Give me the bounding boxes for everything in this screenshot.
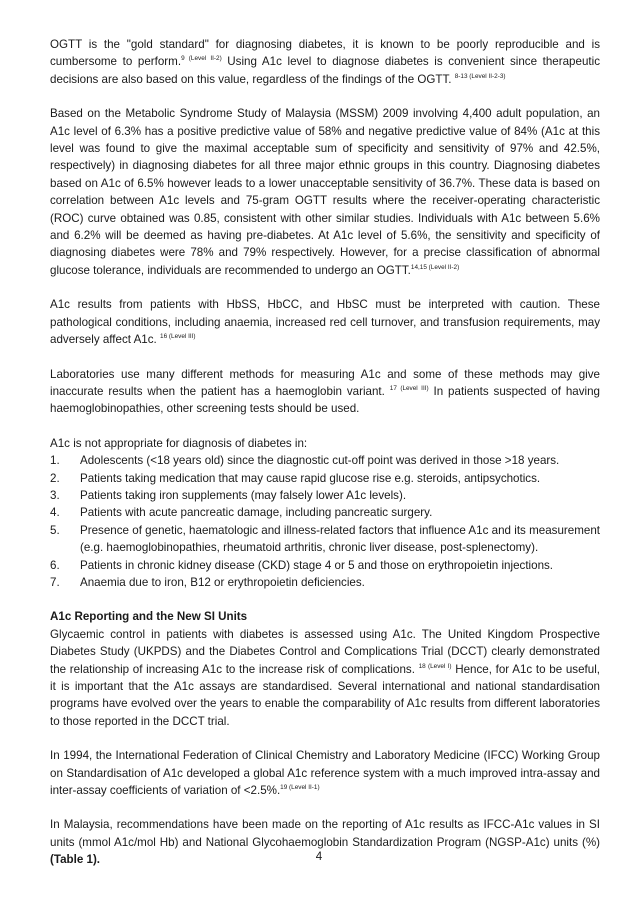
list-text: Patients taking iron supplements (may falsely lower A1c levels).	[80, 488, 407, 502]
text: Laboratories use many different methods for measuring A1c and some of these methods may give inaccurate results when the patient has a haemoglobin variant.	[50, 367, 600, 398]
paragraph-ogtt	[50, 36, 600, 88]
list-number: 7.	[50, 575, 60, 589]
paragraph-mssm	[50, 105, 600, 279]
citation-superscript: 16 (Level III)	[160, 333, 196, 341]
text: Hence, for A1c to be useful, it is important that the A1c assays are standardised. Several international and national standardisation programs have evolved over the years to enable the comparability of A1c results from different laboratories to those reported in the DCCT trial.	[50, 662, 600, 728]
paragraph-glycaemic-control	[50, 626, 600, 730]
paragraph-laboratories	[50, 366, 600, 418]
list-number: 3.	[50, 488, 60, 502]
list-number: 2.	[50, 471, 60, 485]
citation-superscript: 18 (Level I)	[418, 662, 452, 670]
list-text: Patients taking medication that may cause rapid glucose rise e.g. steroids, antipsychotics.	[80, 471, 541, 485]
text: A1c results from patients with HbSS, HbCC, and HbSC must be interpreted with caution. These pathological conditions, including anaemia, increased red cell turnover, and transfusion requirements, may adversely affect A1c.	[50, 298, 600, 347]
list-number: 4.	[50, 506, 60, 520]
text: Glycaemic control in patients with diabetes is assessed using A1c. The United Kingdom Prospective Diabetes Study (UKPDS) and the Diabetes Control and Complications Trial (DCCT) clearly demonstrated the relationship of increasing A1c to the increase risk of complications.	[50, 627, 600, 676]
paragraph-hbss	[50, 296, 600, 348]
list-intro: A1c is not appropriate for diagnosis of diabetes in:	[50, 436, 308, 450]
section-heading: A1c Reporting and the New SI Units	[50, 610, 248, 624]
page-number: 4	[315, 850, 323, 863]
citation-superscript: 8-13 (Level II-2-3)	[454, 72, 506, 80]
text: Using A1c level to diagnose diabetes is convenient since therapeutic decisions are also based on this value, regardless of the findings of the OGTT.	[50, 55, 600, 86]
citation-superscript: 14,15 (Level II-2)	[410, 263, 460, 271]
text: Based on the Metabolic Syndrome Study of Malaysia (MSSM) 2009 involving 4,400 adult population, an A1c level of 6.3% has a positive predictive value of 58% and negative predictive value of 84% (A1c at this level was found to give the maximal acceptable sum of specificity and sensitivity of 97% and 42.5%, respectively) in diagnosing diabetes for all three major ethnic groups in this country. Diagnosing diabetes based on A1c of 6.5% however leads to a lower unacceptable sensitivity of 36.7%. These data is based on correlation between A1c levels and 75-gram OGTT results where the receiver-operating characteristic (ROC) curve obtained was 0.85, consistent with other similar studies. Individuals with A1c between 5.6% and 6.2% will be deemed as having pre-diabetes. At A1c level of 5.6%, the sensitivity and specificity of diagnosing diabetes were 78% and 79% respectively. However, for a precise classification of abnormal glucose tolerance, individuals are recommended to undergo an OGTT.	[50, 107, 600, 277]
list-text: Anaemia due to iron, B12 or erythropoietin deficiencies.	[80, 575, 365, 589]
list-number: 5.	[50, 523, 60, 537]
citation-superscript: 19 (Level II-1)	[280, 784, 320, 792]
table-reference: (Table 1).	[50, 853, 101, 867]
text: In Malaysia, recommendations have been made on the reporting of A1c results as IFCC-A1c values in SI units (mmol A1c/mol Hb) and National Glycohaemoglobin Standardization Program (NGSP-A1c) units (%)	[50, 818, 600, 849]
list-item	[50, 522, 600, 557]
list-text: Presence of genetic, haematologic and illness-related factors that influence A1c and its measurement (e.g. haemoglobinopathies, rheumatoid arthritis, chronic liver disease, post-splenectomy).	[80, 523, 600, 555]
list-text: Patients with acute pancreatic damage, including pancreatic surgery.	[80, 506, 433, 520]
contraindication-list	[50, 452, 600, 591]
citation-superscript: 17 (Level III)	[389, 384, 429, 392]
list-text: Adolescents (<18 years old) since the diagnostic cut-off point was derived in those >18 years.	[80, 454, 560, 468]
list-item	[50, 504, 600, 521]
document-page	[50, 36, 600, 886]
list-number: 6.	[50, 558, 60, 572]
list-item	[50, 487, 600, 504]
list-item	[50, 557, 600, 574]
text: In patients suspected of having haemoglobinopathies, other screening tests should be used.	[50, 384, 600, 416]
list-item	[50, 470, 600, 487]
list-number: 1.	[50, 454, 60, 468]
paragraph-ifcc	[50, 747, 600, 799]
text: In 1994, the International Federation of Clinical Chemistry and Laboratory Medicine (IFCC) Working Group on Standardisation of A1c developed a global A1c reference system with a much improved intra-assay and inter-assay coefficients of variation of <2.5%.	[50, 749, 600, 798]
list-item	[50, 574, 600, 591]
list-text: Patients in chronic kidney disease (CKD) stage 4 or 5 and those on erythropoietin injections.	[80, 558, 554, 572]
citation-superscript: 9 (Level II-2)	[181, 55, 222, 63]
list-item	[50, 452, 600, 469]
text: OGTT is the "gold standard" for diagnosing diabetes, it is known to be poorly reproducible and is cumbersome to perform.	[50, 38, 600, 69]
